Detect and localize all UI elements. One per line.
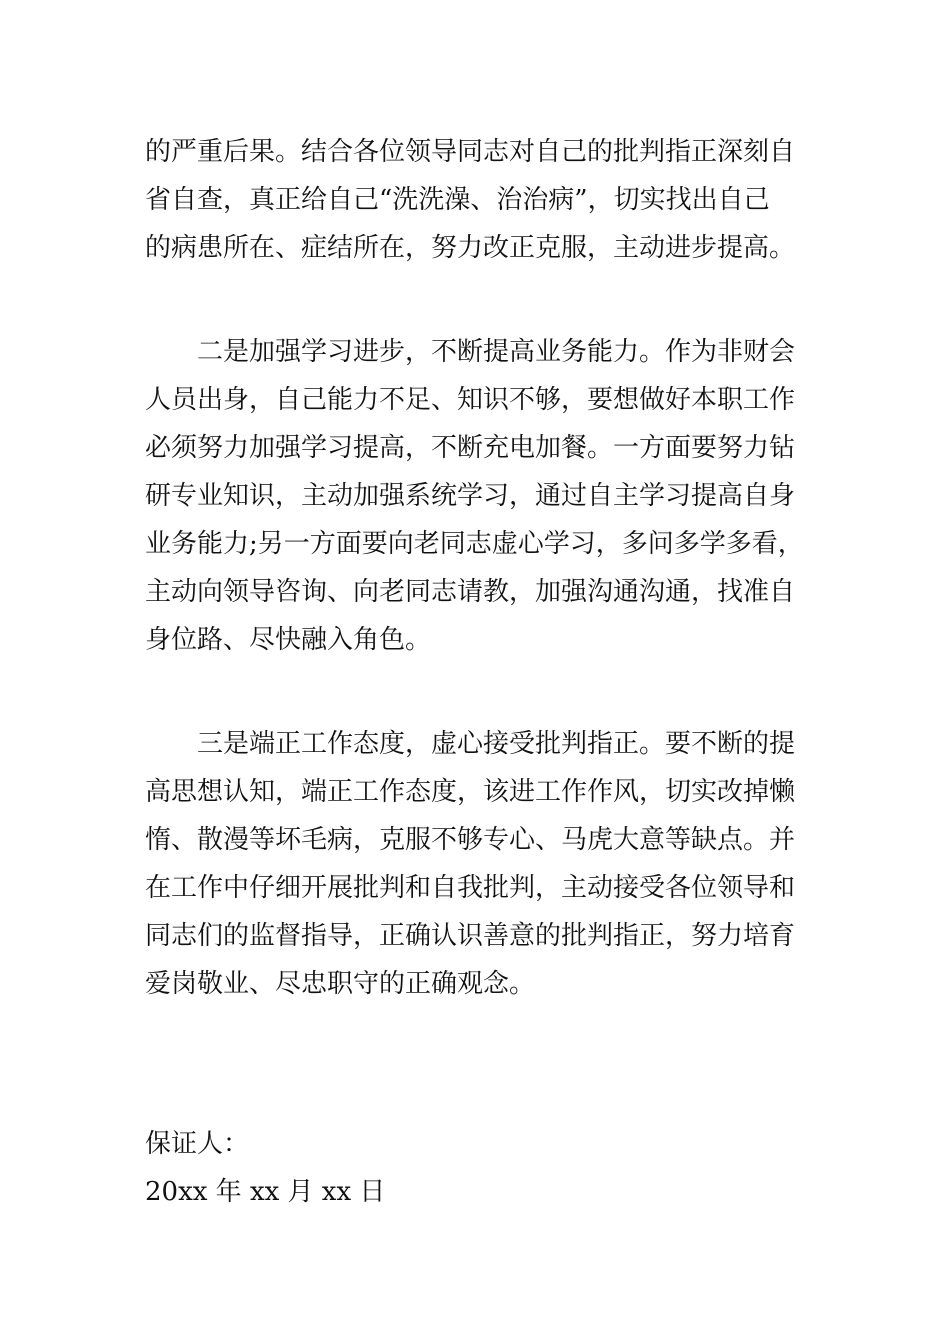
text-line: 人员出身，自己能力不足、知识不够，要想做好本职工作	[145, 385, 796, 415]
text-line: 爱岗敬业、尽忠职守的正确观念。	[145, 969, 536, 999]
text-line: 身位路、尽快融入角色。	[145, 625, 432, 655]
text-line: 的严重后果。结合各位领导同志对自己的批判指正深刻自	[145, 137, 796, 167]
date-line: 20xx 年 xx 月 xx 日	[145, 1177, 386, 1207]
text-line: 省自查，真正给自己“洗洗澡、治治病”，切实找出自己	[145, 185, 770, 215]
text-line: 在工作中仔细开展批判和自我批判，主动接受各位领导和	[145, 873, 796, 903]
text-line: 业务能力;另一方面要向老同志虚心学习，多问多学多看，	[145, 529, 804, 559]
paragraph-attitude	[145, 720, 815, 1008]
text-line: 高思想认知，端正工作态度，该进工作作风，切实改掉懒	[145, 777, 796, 807]
text-line: 必须努力加强学习提高，不断充电加餐。一方面要努力钻	[145, 433, 796, 463]
text-line: 同志们的监督指导，正确认识善意的批判指正，努力培育	[145, 921, 796, 951]
text-line: 研专业知识，主动加强系统学习，通过自主学习提高自身	[145, 481, 796, 511]
signature-label: 保证人：	[145, 1129, 250, 1159]
text-line: 主动向领导咨询、向老同志请教，加强沟通沟通，找准自	[145, 577, 796, 607]
paragraph-study	[145, 328, 815, 664]
text-line: 三是端正工作态度，虚心接受批判指正。要不断的提	[197, 729, 796, 759]
paragraph-consequences	[145, 128, 815, 272]
text-line: 二是加强学习进步，不断提高业务能力。作为非财会	[197, 337, 796, 367]
text-line: 的病患所在、症结所在，努力改正克服，主动进步提高。	[145, 233, 796, 263]
text-line: 惰、散漫等坏毛病，克服不够专心、马虎大意等缺点。并	[145, 825, 796, 855]
